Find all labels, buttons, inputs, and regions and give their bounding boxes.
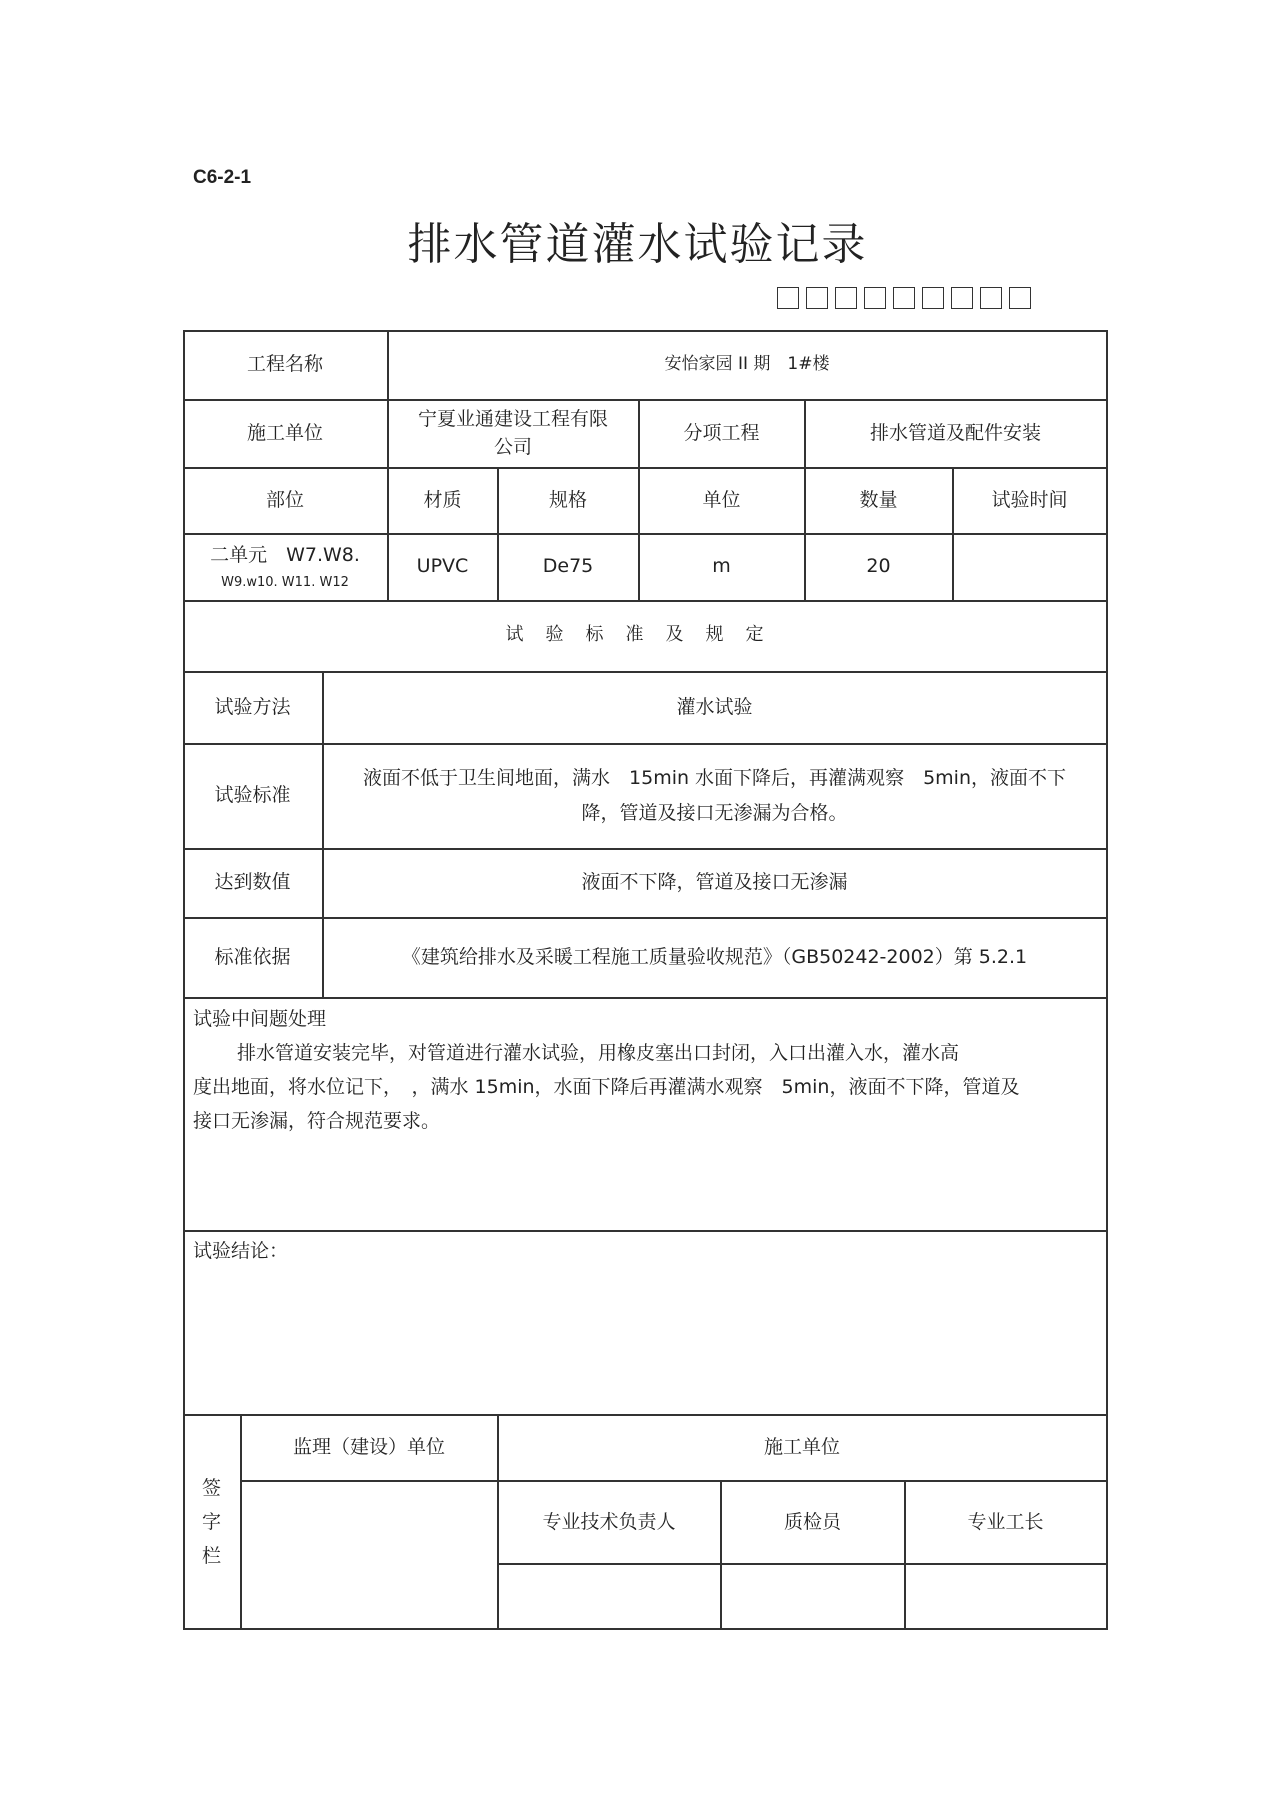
test-standard-label: 试验标准: [214, 784, 291, 807]
signature-side-label: [183, 1414, 240, 1630]
spec-value[interactable]: De75: [542, 555, 594, 578]
inspector-signature-field[interactable]: [721, 1564, 904, 1628]
achieved-value[interactable]: 液面不下降，管道及接口无渗漏: [581, 871, 848, 894]
issues-label: 试验中间题处理: [193, 1008, 327, 1030]
contractor-value-line1: 宁夏业通建设工程有限: [417, 407, 608, 430]
issues-line1: 排水管道安装完毕，对管道进行灌水试验，用橡皮塞出口封闭，入口出灌入水，灌水高: [237, 1042, 960, 1064]
quantity-value[interactable]: 20: [866, 555, 891, 578]
signature-side-char-3: 栏: [201, 1545, 221, 1568]
conclusion-label: 试验结论：: [193, 1240, 289, 1262]
issues-section[interactable]: [193, 1002, 1093, 1138]
issues-line2: 度出地面，将水位记下， ，满水 15min，水面下降后再灌满水观察 5min，液面不下降，管道及: [193, 1076, 1020, 1098]
test-standard-value[interactable]: [323, 743, 1106, 848]
col-spec: 规格: [548, 488, 587, 511]
material-value[interactable]: UPVC: [416, 555, 469, 578]
record-number-box[interactable]: [980, 287, 1002, 309]
foreman-label: 专业工长: [967, 1510, 1044, 1533]
record-number-box[interactable]: [864, 287, 886, 309]
contractor-label: 施工单位: [246, 421, 323, 444]
record-number-box[interactable]: [951, 287, 973, 309]
test-standard-line2: 降，管道及接口无渗漏为合格。: [581, 801, 848, 824]
subitem-label: 分项工程: [683, 421, 760, 444]
project-name-label: 工程名称: [246, 353, 323, 376]
issues-line3: 接口无渗漏，符合规范要求。: [193, 1110, 441, 1132]
basis-label: 标准依据: [214, 945, 291, 968]
contractor-value-line2: 公司: [493, 436, 532, 458]
supervision-unit-label: 监理（建设）单位: [292, 1435, 445, 1458]
test-standard-line1: 液面不低于卫生间地面，满水 15min 水面下降后，再灌满观察 5min，液面不下: [363, 767, 1066, 790]
record-number-box[interactable]: [922, 287, 944, 309]
col-unit: 单位: [702, 488, 741, 511]
location-value[interactable]: [183, 533, 387, 600]
unit-value[interactable]: m: [712, 555, 731, 578]
standards-heading: 试验标准及规定: [505, 624, 786, 646]
signature-side-char-1: 签: [201, 1476, 221, 1499]
col-location: 部位: [265, 488, 304, 511]
foreman-signature-field[interactable]: [905, 1564, 1106, 1628]
record-number-box[interactable]: [806, 287, 828, 309]
test-method-label: 试验方法: [214, 695, 291, 718]
signature-side-char-2: 字: [201, 1510, 221, 1533]
contractor-value[interactable]: [388, 399, 638, 467]
contractor-unit-label: 施工单位: [763, 1435, 840, 1458]
col-material: 材质: [423, 488, 462, 511]
col-quantity: 数量: [859, 488, 898, 511]
record-number-box[interactable]: [777, 287, 799, 309]
conclusion-section[interactable]: [193, 1234, 1093, 1268]
basis-value[interactable]: 《建筑给排水及采暖工程施工质量验收规范》（GB50242-2002）第 5.2.1: [401, 945, 1028, 968]
record-number-boxes[interactable]: [777, 287, 1031, 309]
tech-lead-label: 专业技术负责人: [542, 1510, 676, 1533]
test-method-value[interactable]: 灌水试验: [676, 695, 753, 718]
tech-lead-signature-field[interactable]: [498, 1564, 720, 1628]
supervision-signature-field[interactable]: [241, 1481, 497, 1628]
test-time-value[interactable]: [953, 533, 1106, 600]
project-name-value[interactable]: 安怡家园 II 期 1#楼: [664, 353, 830, 374]
col-test-time: 试验时间: [991, 488, 1068, 511]
record-form: [183, 330, 1108, 1630]
location-value-line2: W9.w10. W11. W12: [221, 574, 349, 590]
subitem-value[interactable]: 排水管道及配件安装: [869, 421, 1041, 444]
record-number-box[interactable]: [893, 287, 915, 309]
achieved-label: 达到数值: [214, 871, 291, 894]
page-title: 排水管道灌水试验记录: [407, 219, 868, 270]
record-number-box[interactable]: [1009, 287, 1031, 309]
inspector-label: 质检员: [783, 1510, 841, 1533]
record-number-box[interactable]: [835, 287, 857, 309]
form-code: C6-2-1: [193, 167, 252, 188]
location-value-line1: 二单元 W7.W8.: [210, 544, 360, 567]
